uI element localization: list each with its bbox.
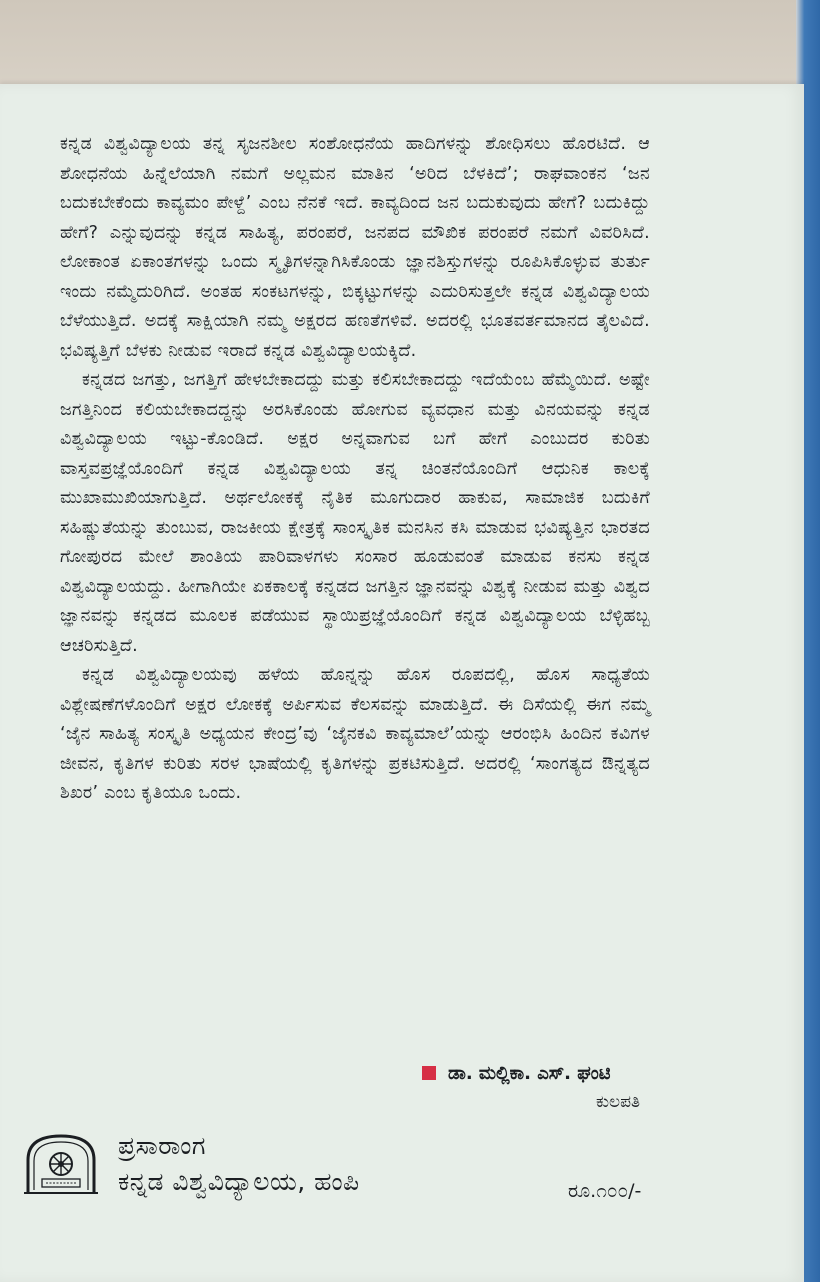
signature-line — [422, 1058, 611, 1088]
back-cover-blurb — [60, 130, 650, 809]
publisher-university: ಕನ್ನಡ ವಿಶ್ವವಿದ್ಯಾಲಯ, ಹಂಪಿ — [118, 1167, 360, 1196]
kannada-university-emblem-icon — [22, 1132, 100, 1196]
blurb-paragraph-2: ಕನ್ನಡದ ಜಗತ್ತು, ಜಗತ್ತಿಗೆ ಹೇಳಬೇಕಾದದ್ದು ಮತ್ತು ಕಲಿಸಬೇಕಾದದ್ದು ಇದೆಯೆಂಬ ಹೆಮ್ಮೆಯಿದೆ. ಅಷ್ಟೇ ಜಗತ್ತಿನಿಂದ ಕಲಿಯಬೇಕಾದದ್ದನ್ನು ಅರಸಿಕೊಂಡು ಹೋಗುವ ವ್ಯವಧಾನ ಮತ್ತು ವಿನಯವನ್ನು ಕನ್ನಡ ವಿಶ್ವವಿದ್ಯಾಲಯ ಇಟ್ಟು-ಕೊಂಡಿದೆ. ಅಕ್ಷರ ಅನ್ನವಾಗುವ ಬಗೆ ಹೇಗೆ ಎಂಬುದರ ಕುರಿತು ವಾಸ್ತವಪ್ರಜ್ಞೆಯೊಂದಿಗೆ ಕನ್ನಡ ವಿಶ್ವವಿದ್ಯಾಲಯ ತನ್ನ ಚಿಂತನೆಯೊಂದಿಗೆ ಆಧುನಿಕ ಕಾಲಕ್ಕೆ ಮುಖಾಮುಖಿಯಾಗುತ್ತಿದೆ. ಅರ್ಥಲೋಕಕ್ಕೆ ನೈತಿಕ ಮೂಗುದಾರ ಹಾಕುವ, ಸಾಮಾಜಿಕ ಬದುಕಿಗೆ ಸಹಿಷ್ಣುತೆಯನ್ನು ತುಂಬುವ, ರಾಜಕೀಯ ಕ್ಷೇತ್ರಕ್ಕೆ ಸಾಂಸ್ಕೃತಿಕ ಮನಸಿನ ಕಸಿ ಮಾಡುವ ಭವಿಷ್ಯತ್ತಿನ ಭಾರತದ ಗೋಪುರದ ಮೇಲೆ ಶಾಂತಿಯ ಪಾರಿವಾಳಗಳು ಸಂಸಾರ ಹೂಡುವಂತೆ ಮಾಡುವ ಕನಸು ಕನ್ನಡ ವಿಶ್ವವಿದ್ಯಾಲಯದ್ದು. ಹೀಗಾಗಿಯೇ ಏಕಕಾಲಕ್ಕೆ ಕನ್ನಡದ ಜಗತ್ತಿನ ಜ್ಞಾನವನ್ನು ವಿಶ್ವಕ್ಕೆ ನೀಡುವ ಮತ್ತು ವಿಶ್ವದ ಜ್ಞಾನವನ್ನು ಕನ್ನಡದ ಮೂಲಕ ಪಡೆಯುವ ಸ್ಥಾಯಿಪ್ರಜ್ಞೆಯೊಂದಿಗೆ ಕನ್ನಡ ವಿಶ್ವವಿದ್ಯಾಲಯ ಬೆಳ್ಳಿಹಬ್ಬ ಆಚರಿಸುತ್ತಿದೆ. — [60, 370, 650, 656]
signatory-designation: ಕುಲಪತಿ — [596, 1092, 640, 1112]
blurb-paragraph-1: ಕನ್ನಡ ವಿಶ್ವವಿದ್ಯಾಲಯ ತನ್ನ ಸೃಜನಶೀಲ ಸಂಶೋಧನೆಯ ಹಾದಿಗಳನ್ನು ಶೋಧಿಸಲು ಹೊರಟಿದೆ. ಆ ಶೋಧನೆಯ ಹಿನ್ನೆಲೆಯಾಗಿ ನಮಗೆ ಅಲ್ಲಮನ ಮಾತಿನ ‘ಅರಿದ ಬೆಳಕಿದೆ’; ರಾಘವಾಂಕನ ‘ಜನ ಬದುಕಬೇಕೆಂದು ಕಾವ್ಯಮಂ ಪೇಳ್ದೆ’ ಎಂಬ ನೆನಕೆ ಇದೆ. ಕಾವ್ಯದಿಂದ ಜನ ಬದುಕುವುದು ಹೇಗೆ? ಬದುಕಿದ್ದು ಹೇಗೆ? ಎನ್ನುವುದನ್ನು ಕನ್ನಡ ಸಾಹಿತ್ಯ, ಪರಂಪರೆ, ಜನಪದ ಮೌಖಿಕ ಪರಂಪರೆ ನಮಗೆ ವಿವರಿಸಿದೆ. ಲೋಕಾಂತ ಏಕಾಂತಗಳನ್ನು ಒಂದು ಸ್ಮೃತಿಗಳನ್ನಾಗಿಸಿಕೊಂಡು ಜ್ಞಾನಶಿಸ್ತುಗಳನ್ನು ರೂಪಿಸಿಕೊಳ್ಳುವ ತುರ್ತು ಇಂದು ನಮ್ಮೆದುರಿಗಿದೆ. ಅಂತಹ ಸಂಕಟಗಳನ್ನು, ಬಿಕ್ಕಟ್ಟುಗಳನ್ನು ಎದುರಿಸುತ್ತಲೇ ಕನ್ನಡ ವಿಶ್ವವಿದ್ಯಾಲಯ ಬೆಳೆಯುತ್ತಿದೆ. ಅದಕ್ಕೆ ಸಾಕ್ಷಿಯಾಗಿ ನಮ್ಮ ಅಕ್ಷರದ ಹಣತೆಗಳಿವೆ. ಅದರಲ್ಲಿ ಭೂತವರ್ತಮಾನದ ತೈಲವಿದೆ. ಭವಿಷ್ಯತ್ತಿಗೆ ಬೆಳಕು ನೀಡುವ ಇರಾದೆ ಕನ್ನಡ ವಿಶ್ವವಿದ್ಯಾಲಯಕ್ಕಿದೆ. — [60, 134, 650, 361]
price-label: ರೂ.೧೦೦/- — [568, 1180, 642, 1202]
publisher-block — [118, 1128, 360, 1200]
background-surface — [0, 0, 820, 90]
publisher-division: ಪ್ರಸಾರಾಂಗ — [118, 1131, 206, 1160]
signatory-name: ಡಾ. ಮಲ್ಲಿಕಾ. ಎಸ್. ಘಂಟಿ — [448, 1062, 611, 1084]
red-square-icon — [422, 1066, 436, 1080]
blurb-paragraph-3: ಕನ್ನಡ ವಿಶ್ವವಿದ್ಯಾಲಯವು ಹಳೆಯ ಹೊನ್ನನ್ನು ಹೊಸ ರೂಪದಲ್ಲಿ, ಹೊಸ ಸಾಧ್ಯತೆಯ ವಿಶ್ಲೇಷಣೆಗಳೊಂದಿಗೆ ಅಕ್ಷರ ಲೋಕಕ್ಕೆ ಅರ್ಪಿಸುವ ಕೆಲಸವನ್ನು ಮಾಡುತ್ತಿದೆ. ಈ ದಿಸೆಯಲ್ಲಿ ಈಗ ನಮ್ಮ ‘ಜೈನ ಸಾಹಿತ್ಯ ಸಂಸ್ಕೃತಿ ಅಧ್ಯಯನ ಕೇಂದ್ರ’ವು ‘ಜೈನಕವಿ ಕಾವ್ಯಮಾಲೆ’ಯನ್ನು ಆರಂಭಿಸಿ ಹಿಂದಿನ ಕವಿಗಳ ಜೀವನ, ಕೃತಿಗಳ ಕುರಿತು ಸರಳ ಭಾಷೆಯಲ್ಲಿ ಕೃತಿಗಳನ್ನು ಪ್ರಕಟಿಸುತ್ತಿದೆ. ಅದರಲ್ಲಿ ‘ಸಾಂಗತ್ಯದ ಔನ್ನತ್ಯದ ಶಿಖರ’ ಎಂಬ ಕೃತಿಯೂ ಒಂದು. — [60, 665, 650, 803]
